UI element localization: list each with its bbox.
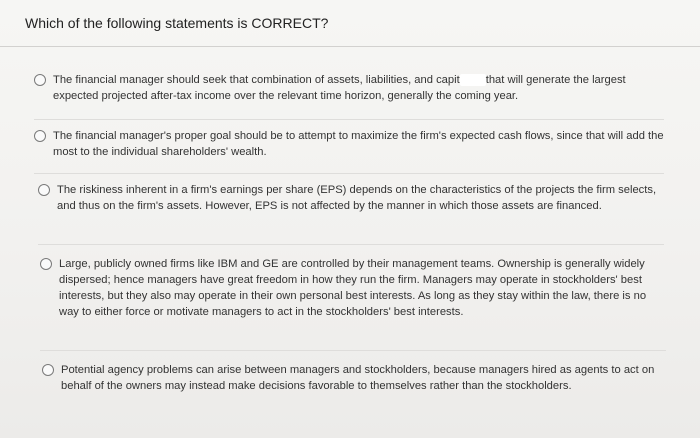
answer-option-1[interactable] xyxy=(34,72,664,104)
question-text: Which of the following statements is CORRECT? xyxy=(25,15,329,31)
answer-option-1-label: The financial manager should seek that combination of assets, liabilities, and capit that will generate the largest expected projected after-tax income over the relevant time horizon, generally the coming year. xyxy=(53,74,626,102)
answer-option-2-label: The financial manager's proper goal should be to attempt to maximize the firm's expected cash flows, since that will add the most to the individual shareholders' wealth. xyxy=(53,130,664,158)
radio-button-5[interactable] xyxy=(42,364,54,376)
radio-button-3[interactable] xyxy=(38,184,50,196)
text-selection-highlight xyxy=(460,74,486,86)
option-divider xyxy=(38,244,664,245)
answer-option-5[interactable] xyxy=(42,362,668,394)
answer-option-4-label: Large, publicly owned firms like IBM and GE are controlled by their management teams. Ownership is generally widely dispersed; hence managers have great freedom in how they run the firm. Managers may operate in stockholders' best interests, but they also may operate in their own personal best interests. As long as they stay within the law, there is no way to either force or motivate managers to act in the stockholders' best interests. xyxy=(59,258,647,318)
question-divider xyxy=(0,46,700,47)
radio-button-1[interactable] xyxy=(34,74,46,86)
option-divider xyxy=(34,173,664,174)
answer-option-2[interactable] xyxy=(34,128,664,160)
radio-button-4[interactable] xyxy=(40,258,52,270)
radio-button-2[interactable] xyxy=(34,130,46,142)
answer-option-4[interactable] xyxy=(40,256,666,320)
answer-option-3[interactable] xyxy=(38,182,664,214)
option-divider xyxy=(34,119,664,120)
answer-option-3-label: The riskiness inherent in a firm's earnings per share (EPS) depends on the characteristics of the projects the firm selects, and thus on the firm's assets. However, EPS is not affected by the manner in which those assets are financed. xyxy=(57,184,657,212)
answer-option-5-label: Potential agency problems can arise between managers and stockholders, because managers hired as agents to act on behalf of the owners may instead make decisions favorable to themselves rather than the stockholders. xyxy=(61,364,655,392)
option-divider xyxy=(40,350,666,351)
